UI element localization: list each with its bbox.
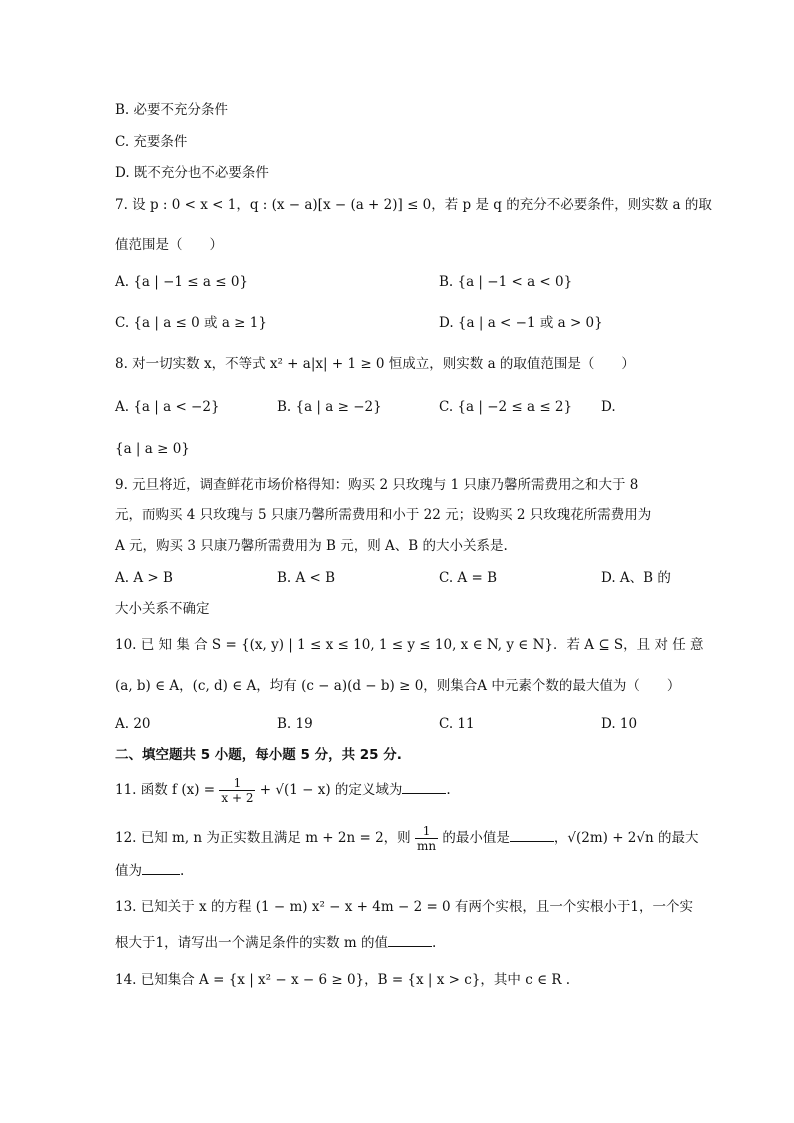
q11-fraction-numerator: 1 xyxy=(219,776,255,791)
q10-option-d: D. 10 xyxy=(601,716,638,732)
q9-option-d-cont: 大小关系不确定 xyxy=(115,601,210,617)
q11-fraction xyxy=(219,776,255,805)
q11-fraction-denominator: x + 2 xyxy=(221,791,254,805)
section-2-title: 二、填空题共 5 小题，每小题 5 分，共 25 分. xyxy=(115,747,402,763)
q7-option-c: C. {a | a ≤ 0 或 a ≥ 1} xyxy=(115,315,267,331)
q11-post: + √(1 − x) 的定义域为 xyxy=(255,782,403,798)
q9-stem-line1: 9. 元旦将近，调查鲜花市场价格得知：购买 2 只玫瑰与 1 只康乃馨所需费用之和大于 8 xyxy=(115,477,639,493)
q10-stem-line2: (a, b) ∈ A，(c, d) ∈ A，均有 (c − a)(d − b) ≥ 0，则集合A 中元素个数的最大值为（ ） xyxy=(115,678,681,694)
q12-answer-blank-2 xyxy=(142,862,180,875)
q13-answer-blank xyxy=(388,934,432,947)
q7-option-b: B. {a | −1 < a < 0} xyxy=(439,274,573,290)
q7-stem-line1: 7. 设 p : 0 < x < 1，q : (x − a)[x − (a + 2)] ≤ 0，若 p 是 q 的充分不必要条件，则实数 a 的取 xyxy=(115,197,712,213)
q8-option-b: B. {a | a ≥ −2} xyxy=(277,399,382,415)
q9-option-d: D. A、B 的 xyxy=(601,570,671,586)
q12-fraction-numerator: 1 xyxy=(415,824,438,839)
q8-option-d-value: {a | a ≥ 0} xyxy=(115,441,190,457)
q7-stem-line2: 值范围是（ ） xyxy=(115,237,223,253)
q7-option-d: D. {a | a < −1 或 a > 0} xyxy=(439,315,603,331)
q12-line2-text: 值为 xyxy=(115,863,142,879)
q13-stem-line1: 13. 已知关于 x 的方程 (1 − m) x² − x + 4m − 2 = 0 有两个实根，且一个实根小于1，一个实 xyxy=(115,899,694,915)
q6-option-d: D. 既不充分也不必要条件 xyxy=(115,165,269,181)
q6-option-c: C. 充要条件 xyxy=(115,134,188,150)
q9-option-c: C. A = B xyxy=(439,570,497,586)
q8-stem: 8. 对一切实数 x，不等式 x² + a|x| + 1 ≥ 0 恒成立，则实数 a 的取值范围是（ ） xyxy=(115,356,635,372)
q9-stem-line2: 元，而购买 4 只玫瑰与 5 只康乃馨所需费用和小于 22 元；设购买 2 只玫瑰花所需费用为 xyxy=(115,507,652,523)
q12-fraction xyxy=(415,824,438,853)
q13-end: . xyxy=(431,935,437,951)
q12-mid2: ，√(2m) + 2√n 的最大 xyxy=(553,830,699,846)
q10-option-c: C. 11 xyxy=(439,716,475,732)
q12-end: . xyxy=(180,863,185,879)
q8-option-d-label: D. xyxy=(601,399,616,415)
q9-stem-line3: A 元，购买 3 只康乃馨所需费用为 B 元，则 A、B 的大小关系是. xyxy=(115,538,508,554)
q10-option-a: A. 20 xyxy=(115,716,151,732)
q12-line1 xyxy=(115,824,698,853)
q12-pre: 12. 已知 m, n 为正实数且满足 m + 2n = 2，则 xyxy=(115,830,415,846)
q9-option-a: A. A > B xyxy=(115,570,173,586)
q8-option-a: A. {a | a < −2} xyxy=(115,399,220,415)
q9-option-b: B. A < B xyxy=(277,570,336,586)
q11-pre: 11. 函数 f (x) = xyxy=(115,782,220,798)
q13-stem-line2-text: 根大于1，请写出一个满足条件的实数 m 的值 xyxy=(115,935,388,951)
q11 xyxy=(115,776,451,805)
q10-option-b: B. 19 xyxy=(277,716,313,732)
q6-option-b: B. 必要不充分条件 xyxy=(115,102,229,118)
q7-option-a: A. {a | −1 ≤ a ≤ 0} xyxy=(115,274,249,290)
q11-end: . xyxy=(446,782,451,798)
q13-stem-line2 xyxy=(115,934,436,952)
q11-answer-blank xyxy=(402,781,446,794)
q12-mid: 的最小值是 xyxy=(438,830,510,846)
q12-answer-blank-1 xyxy=(510,829,554,842)
q12-line2 xyxy=(115,862,184,880)
q10-stem-line1: 10. 已 知 集 合 S = {(x, y) | 1 ≤ x ≤ 10, 1 ≤ y ≤ 10, x ∈ N, y ∈ N}．若 A ⊆ S，且 对 任 意 xyxy=(115,637,704,653)
q14-stem: 14. 已知集合 A = {x | x² − x − 6 ≥ 0}，B = {x | x > c}，其中 c ∈ R . xyxy=(115,972,571,988)
q12-fraction-denominator: mn xyxy=(416,839,437,853)
q8-option-c: C. {a | −2 ≤ a ≤ 2} xyxy=(439,399,573,415)
